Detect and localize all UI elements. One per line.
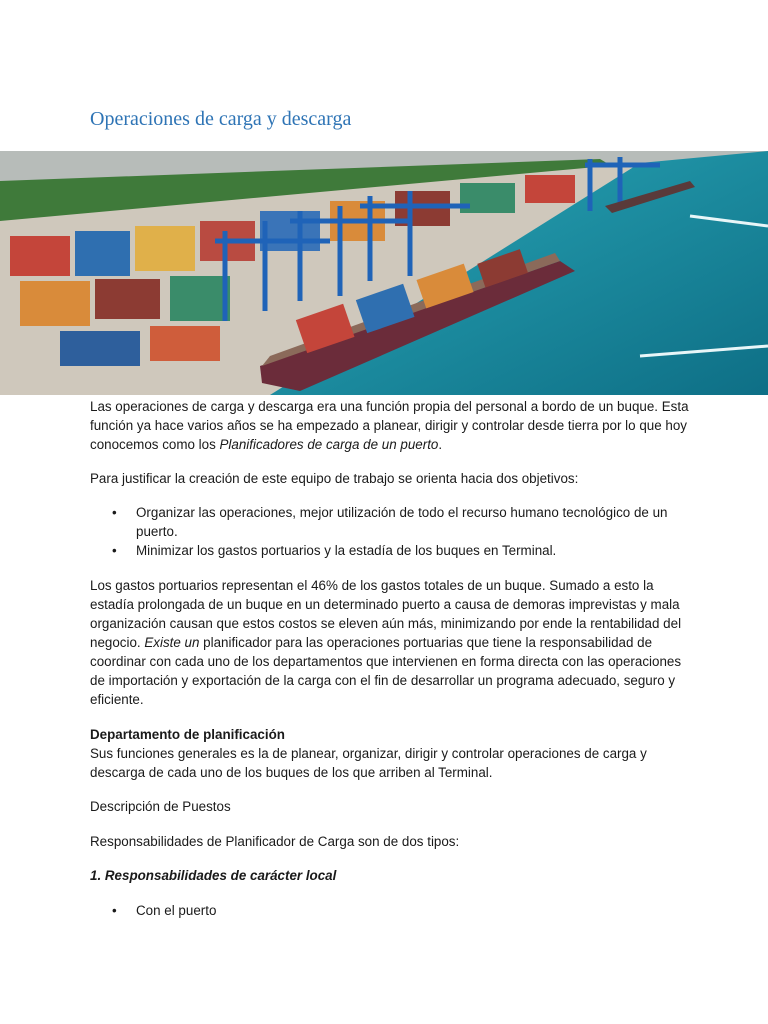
costs-text: Los gastos portuarios representan el 46% de los gastos totales de un buque. Sumado a esto la estadía prolongada de un buque en un determinado puerto a causa de demoras imprevistas y mala organización causan que estos costos se eleven aún más, minimizando por ende la rentabilidad del negocio. bbox=[90, 578, 682, 650]
port-photo bbox=[0, 151, 768, 395]
intro-italic-text: Planificadores de carga de un puerto bbox=[219, 437, 439, 452]
page-title: Operaciones de carga y descarga bbox=[90, 108, 352, 130]
list-item bbox=[112, 901, 692, 920]
objective-text: Minimizar los gastos portuarios y la estadía de los buques en Terminal. bbox=[136, 543, 557, 558]
bullet-icon: • bbox=[112, 543, 117, 558]
objectives-list bbox=[112, 503, 692, 560]
justification-paragraph: Para justificar la creación de este equipo de trabajo se orienta hacia dos objetivos: bbox=[90, 471, 579, 486]
department-paragraph: Sus funciones generales es la de planear, organizar, dirigir y controlar operaciones de carga y descarga de cada uno de los buques de los que arriben al Terminal. bbox=[90, 746, 647, 780]
intro-paragraph bbox=[90, 397, 690, 454]
responsibilities-intro: Responsabilidades de Planificador de Carga son de dos tipos: bbox=[90, 834, 460, 849]
list-item bbox=[112, 541, 692, 560]
bullet-icon: • bbox=[112, 505, 117, 520]
department-heading: Departamento de planificación bbox=[90, 727, 285, 742]
costs-paragraph bbox=[90, 576, 690, 709]
local-responsibilities-heading: 1. Responsabilidades de carácter local bbox=[90, 868, 337, 883]
objective-text: Organizar las operaciones, mejor utilización de todo el recurso humano tecnológico de un puerto. bbox=[136, 505, 668, 539]
intro-text-end: . bbox=[438, 437, 443, 452]
local-responsibilities-list bbox=[112, 901, 692, 920]
costs-italic-text: Existe un bbox=[144, 635, 200, 650]
costs-text-end: planificador para las operaciones portuarias que tiene la responsabilidad de coordinar con cada uno de los departamentos que intervienen en forma directa con las operaciones de importación y exportación de la carga con el fin de desarrollar un programa adecuado, seguro y eficiente. bbox=[90, 635, 682, 707]
list-item bbox=[112, 503, 692, 541]
job-description-label: Descripción de Puestos bbox=[90, 799, 231, 814]
bullet-icon: • bbox=[112, 903, 117, 918]
local-item-text: Con el puerto bbox=[136, 903, 217, 918]
intro-text: Las operaciones de carga y descarga era una función propia del personal a bordo de un buque. Esta función ya hace varios años se ha empezado a planear, dirigir y controlar desde tierra por lo que hoy conocemos como los bbox=[90, 399, 689, 452]
